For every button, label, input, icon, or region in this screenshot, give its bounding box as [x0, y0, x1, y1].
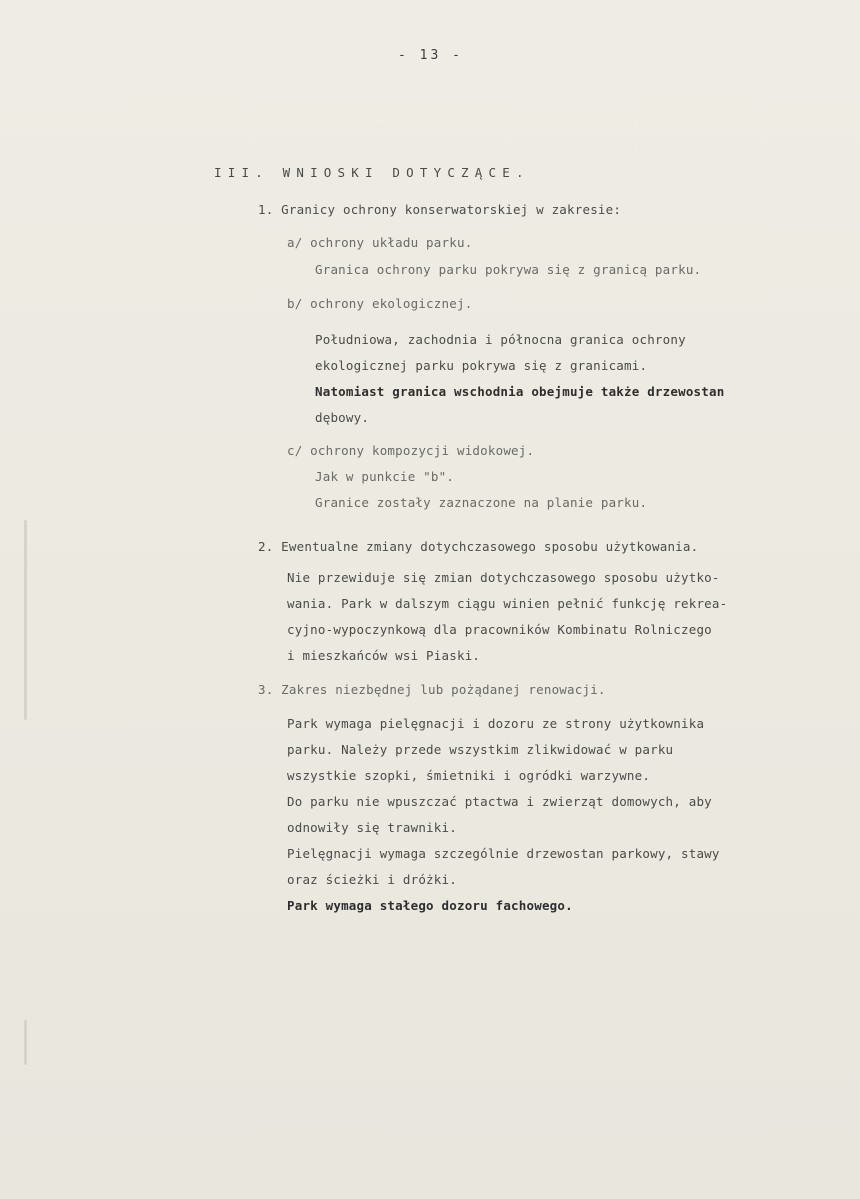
item-b-line: dębowy.	[315, 410, 370, 425]
section-3-line: Park wymaga stałego dozoru fachowego.	[287, 898, 573, 913]
item-b-line: ekologicznej parku pokrywa się z granicami.	[315, 358, 648, 373]
section-2-title: 2. Ewentualne zmiany dotychczasowego sposobu użytkowania.	[258, 539, 699, 554]
item-b-title: b/ ochrony ekologicznej.	[287, 296, 473, 311]
section-2-line: wania. Park w dalszym ciągu winien pełnić funkcję rekrea-	[287, 596, 728, 611]
section-2-line: cyjno-wypoczynkową dla pracowników Kombinatu Rolniczego	[287, 622, 712, 637]
section-1-title: 1. Granicy ochrony konserwatorskiej w zakresie:	[258, 202, 622, 217]
item-a-text: Granica ochrony parku pokrywa się z granicą parku.	[315, 262, 702, 277]
section-3-line: Do parku nie wpuszczać ptactwa i zwierząt domowych, aby	[287, 794, 712, 809]
section-3-title: 3. Zakres niezbędnej lub pożądanej renowacji.	[258, 682, 606, 697]
item-a-title: a/ ochrony układu parku.	[287, 235, 473, 250]
section-3-line: parku. Należy przede wszystkim zlikwidować w parku	[287, 742, 674, 757]
item-c-line: Jak w punkcie "b".	[315, 469, 455, 484]
paper-edge-mark	[24, 520, 27, 720]
section-3-line: oraz ścieżki i dróżki.	[287, 872, 457, 887]
item-c-line: Granice zostały zaznaczone na planie parku.	[315, 495, 648, 510]
section-3-line: wszystkie szopki, śmietniki i ogródki warzywne.	[287, 768, 651, 783]
section-3-line: Park wymaga pielęgnacji i dozoru ze strony użytkownika	[287, 716, 705, 731]
paper-edge-mark	[24, 1020, 27, 1065]
item-c-title: c/ ochrony kompozycji widokowej.	[287, 443, 535, 458]
section-heading: III. WNIOSKI DOTYCZĄCE.	[214, 165, 530, 180]
item-b-line: Południowa, zachodnia i północna granica ochrony	[315, 332, 686, 347]
page-number: - 13 -	[398, 48, 463, 63]
section-2-line: Nie przewiduje się zmian dotychczasowego sposobu użytko-	[287, 570, 720, 585]
item-b-line: Natomiast granica wschodnia obejmuje także drzewostan	[315, 384, 725, 399]
section-3-line: Pielęgnacji wymaga szczególnie drzewostan parkowy, stawy	[287, 846, 720, 861]
section-3-line: odnowiły się trawniki.	[287, 820, 457, 835]
section-2-line: i mieszkańców wsi Piaski.	[287, 648, 481, 663]
